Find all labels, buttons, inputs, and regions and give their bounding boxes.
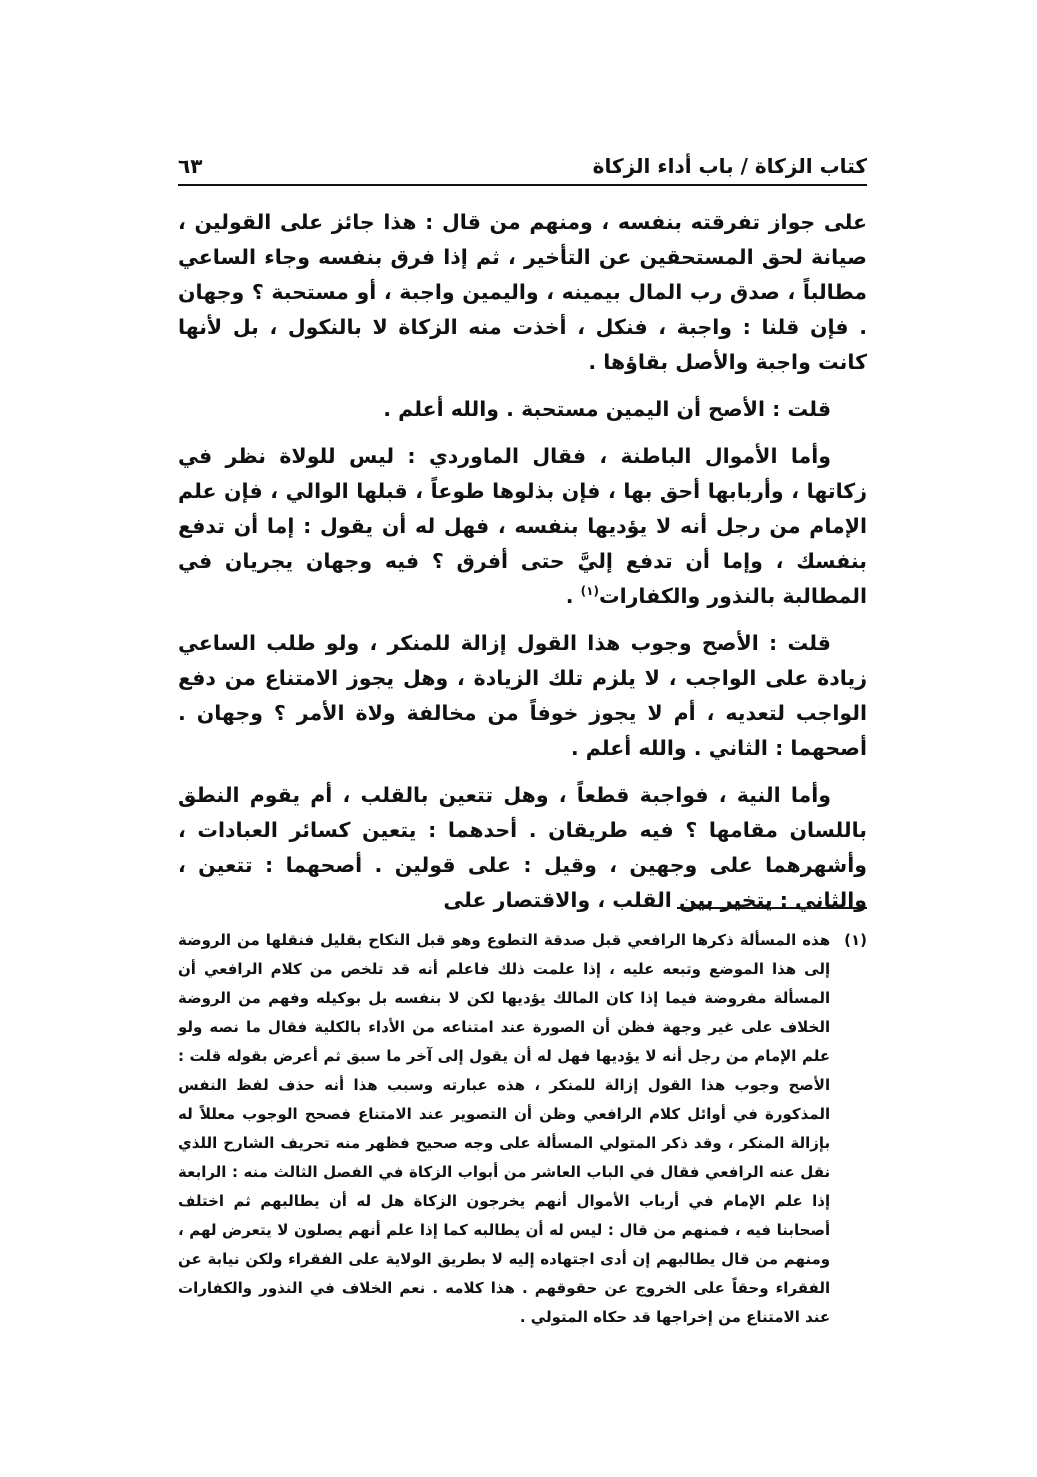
footnotes (178, 926, 867, 1332)
paragraph-1: على جواز تفرقته بنفسه ، ومنهم من قال : هذا جائز على القولين ، صيانة لحق المستحقين عن التأخير ، ثم إذا فرق بنفسه وجاء الساعي مطالباً ، صدق رب المال بيمينه ، واليمين واجبة ، أو مستحبة ؟ وجهان . فإن قلنا : واجبة ، فنكل ، أخذت منه الزكاة لا بالنكول ، بل لأنها كانت واجبة والأصل بقاؤها . (178, 210, 867, 374)
paragraph-3-text: وأما الأموال الباطنة ، فقال الماوردي : ليس للولاة نظر في زكاتها ، وأربابها أحق بها ، فإن بذلوها طوعاً ، قبلها الوالي ، فإن علم الإمام من رجل أنه لا يؤديها بنفسه ، فهل له أن يقول : إما أن تدفع بنفسك ، وإما أن تدفع إليَّ حتى أفرق ؟ فيه وجهان يجريان في المطالبة بالنذور والكفارات (178, 444, 867, 608)
header-title: كتاب الزكاة / باب أداء الزكاة (592, 154, 867, 178)
footnote-reference[interactable]: (١) (580, 584, 599, 599)
paragraph-2: قلت : الأصح أن اليمين مستحبة . والله أعلم . (383, 397, 831, 421)
paragraph-3-end: . (565, 584, 581, 608)
paragraph-4: قلت : الأصح وجوب هذا القول إزالة للمنكر ، ولو طلب الساعي زيادة على الواجب ، لا يلزم تلك الزيادة ، وهل يجوز الامتناع من دفع الواجب لتعديه ، أم لا يجوز خوفاً من مخالفة ولاة الأمر ؟ وجهان . أصحهما : الثاني . والله أعلم . (178, 631, 867, 760)
running-header (178, 138, 867, 178)
paragraph-3 (178, 439, 867, 614)
footnote-number: (١) (844, 931, 867, 949)
footnote-1 (178, 926, 867, 1332)
paragraph-5: وأما النية ، فواجبة قطعاً ، وهل تتعين بالقلب ، أم يقوم النطق باللسان مقامها ؟ فيه طريقان . أحدهما : يتعين كسائر العبادات ، وأشهرهما على وجهين ، وقيل : على قولين . أصحهما : تتعين ، والثاني : يتخير بين القلب ، والاقتصار على (178, 783, 867, 912)
footnote-text: هذه المسألة ذكرها الرافعي قبل صدقة التطوع وهو قبل النكاح بقليل فنقلها من الروضة إلى هذا الموضع وتبعه عليه ، إذا علمت ذلك فاعلم أنه قد تلخص من كلام الرافعي أن المسألة مفروضة فيما إذا كان المالك يؤديها لكن لا بنفسه بل بوكيله وفهم من الروضة الخلاف على غير وجهة فظن أن الصورة عند امتناعه من الأداء بالكلية فقال ما نصه ولو علم الإمام من رجل أنه لا يؤديها فهل له أن يقول إلى آخر ما سبق ثم أعرض بقوله قلت : الأصح وجوب هذا القول إزالة للمنكر ، هذه عبارته وسبب هذا أنه حذف لفظ النفس المذكورة في أوائل كلام الرافعي وظن أن التصوير عند الامتناع فصحح الوجوب معللاً له بإزالة المنكر ، وقد ذكر المتولي المسألة على وجه صحيح فظهر منه تحريف الشارح اللذي نقل عنه الرافعي فقال في الباب العاشر من أبواب الزكاة في الفصل الثالث منه : الرابعة إذا علم الإمام في أرباب الأموال أنهم يخرجون الزكاة هل له أن يطالبهم ثم اختلف أصحابنا فيه ، فمنهم من قال : ليس له أن يطالبه كما إذا علم أنهم يصلون لا يتعرض لهم ، ومنهم من قال يطالبهم إن أدى اجتهاده إليه لا بطريق الولاية على الفقراء ولكن نيابة عن الفقراء وحقاً على الخروج عن حقوقهم . هذا كلامه . نعم الخلاف في النذور والكفارات عند الامتناع من إخراجها قد حكاه المتولي . (178, 931, 831, 1326)
header-rule (178, 184, 867, 186)
main-text (178, 205, 867, 930)
page-number: ٦٣ (178, 154, 203, 178)
footnote-separator (677, 907, 867, 909)
